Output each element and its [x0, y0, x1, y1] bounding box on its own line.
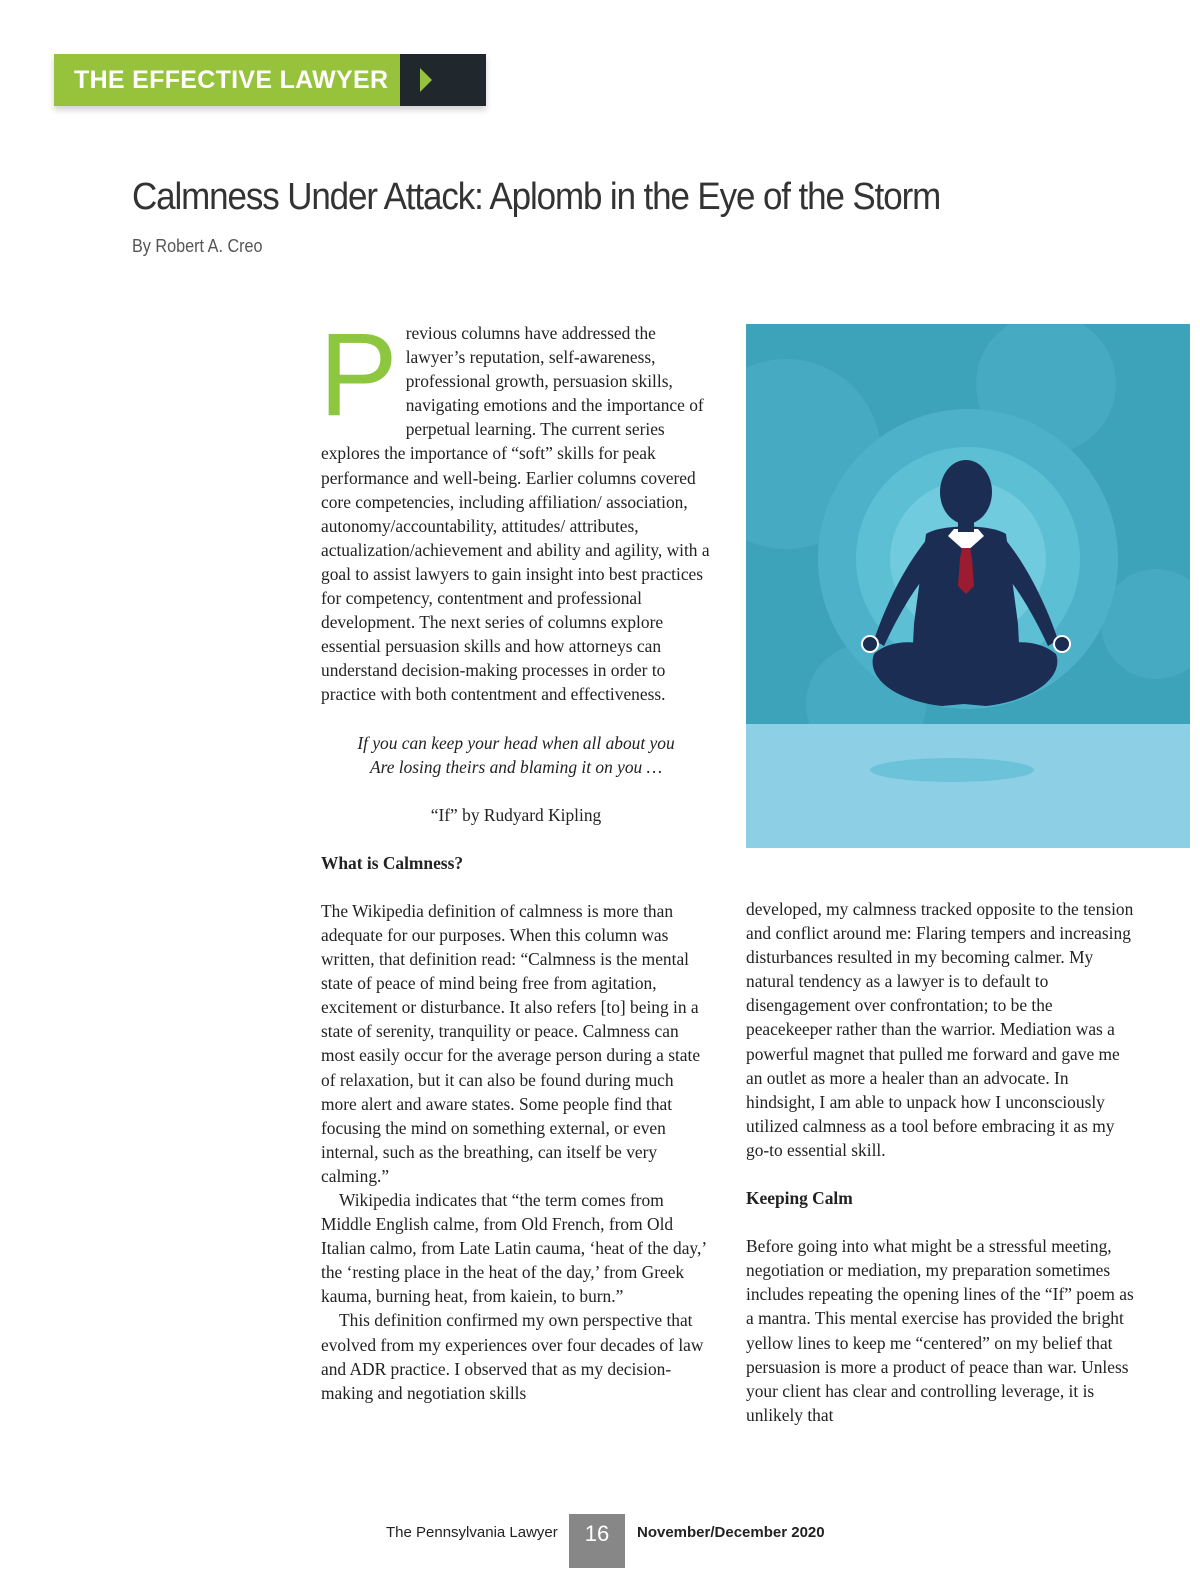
- meditating-lawyer-illustration: [746, 324, 1190, 848]
- arrow-right-icon: [420, 68, 432, 92]
- right-hand: [1054, 636, 1070, 652]
- epigraph-line-2: Are losing theirs and blaming it on you …: [369, 756, 663, 777]
- body-paragraph: developed, my calmness tracked opposite to the tension and conflict around me: Flaring tempers and increasing disturbances resulted in my becoming calmer. My natural tendency as a lawyer is to default to disengagement over confrontation; to be the peacekeeper rather than the warrior. Mediation was a powerful magnet that pulled me forward and gave me an outlet as more a healer than an advocate. In hindsight, I am able to unpack how I unconsciously utilized calmness as a tool before embracing it as my go-to essential skill.: [746, 899, 1134, 1160]
- epigraph: [321, 731, 711, 779]
- issue-date: November/December 2020: [637, 1524, 825, 1541]
- subheading-what-is-calmness: What is Calmness?: [321, 852, 464, 873]
- section-tab-end: [400, 54, 486, 106]
- section-tab: [54, 54, 486, 106]
- epigraph-line-1: If you can keep your head when all about you: [357, 732, 675, 753]
- body-paragraph: Wikipedia indicates that “the term comes from Middle English calme, from Old French, from Old Italian calmo, from Late Latin cauma, ‘heat of the day,’ the ‘resting place in the heat of the day,’ from Greek kauma, burning heat, from kaiein, to burn.”: [321, 1190, 706, 1307]
- body-paragraph: The Wikipedia definition of calmness is more than adequate for our purposes. When this column was written, that definition read: “Calmness is the mental state of peace of mind being free from agitation, excitement or disturbance. It also refers [to] being in a state of serenity, tranquility or peace. Calmness can most easily occur for the average person during a state of relaxation, but it can also be found during much more alert and aware states. Some people find that focusing the mind on something external, or even internal, such as the breathing, can itself be very calming.”: [321, 900, 701, 1186]
- figure-head: [940, 460, 992, 524]
- publication-name: The Pennsylvania Lawyer: [386, 1524, 558, 1541]
- epigraph-attribution: “If” by Rudyard Kipling: [430, 804, 602, 825]
- byline: By Robert A. Creo: [132, 236, 263, 256]
- left-hand: [862, 636, 878, 652]
- article-title: Calmness Under Attack: Aplomb in the Eye of the Storm: [132, 176, 941, 218]
- column-left: [319, 309, 711, 1405]
- drop-cap: P: [319, 309, 398, 441]
- body-paragraph: Before going into what might be a stressful meeting, negotiation or mediation, my preparation sometimes includes repeating the opening lines of the “If” poem as a mantra. This mental exercise has provided the bright yellow lines to keep me “centered” on my belief that persuasion is more a product of peace than war. Unless your client has clear and controlling leverage, it is unlikely that: [746, 1236, 1134, 1425]
- page-footer: [0, 1514, 1200, 1554]
- body-paragraph: This definition confirmed my own perspective that evolved from my experiences over four decades of law and ADR practice. I observed that as my decision-making and negotiation skills: [321, 1310, 704, 1403]
- intro-paragraph: [319, 309, 711, 707]
- page-number: 16: [569, 1514, 625, 1568]
- intro-text: revious columns have addressed the lawyer’s reputation, self-awareness, professional growth, persuasion skills, navigating emotions and the importance of perpetual learning. The current series explores the importance of “soft” skills for peak performance and well-being. Earlier columns covered core competencies, including affiliation/ association, autonomy/accountability, attitudes/ attributes, actualization/achievement and ability and agility, with a goal to assist lawyers to gain insight into best practices for competency, contentment and professional development. The next series of columns explore essential persuasion skills and how attorneys can understand decision-making processes in order to practice with both contentment and effectiveness.: [321, 323, 710, 705]
- section-label: THE EFFECTIVE LAWYER: [54, 54, 400, 106]
- illustration-floor: [746, 724, 1190, 848]
- floor-shadow: [870, 758, 1034, 782]
- subheading-keeping-calm: Keeping Calm: [746, 1188, 853, 1209]
- column-right: [746, 897, 1138, 1427]
